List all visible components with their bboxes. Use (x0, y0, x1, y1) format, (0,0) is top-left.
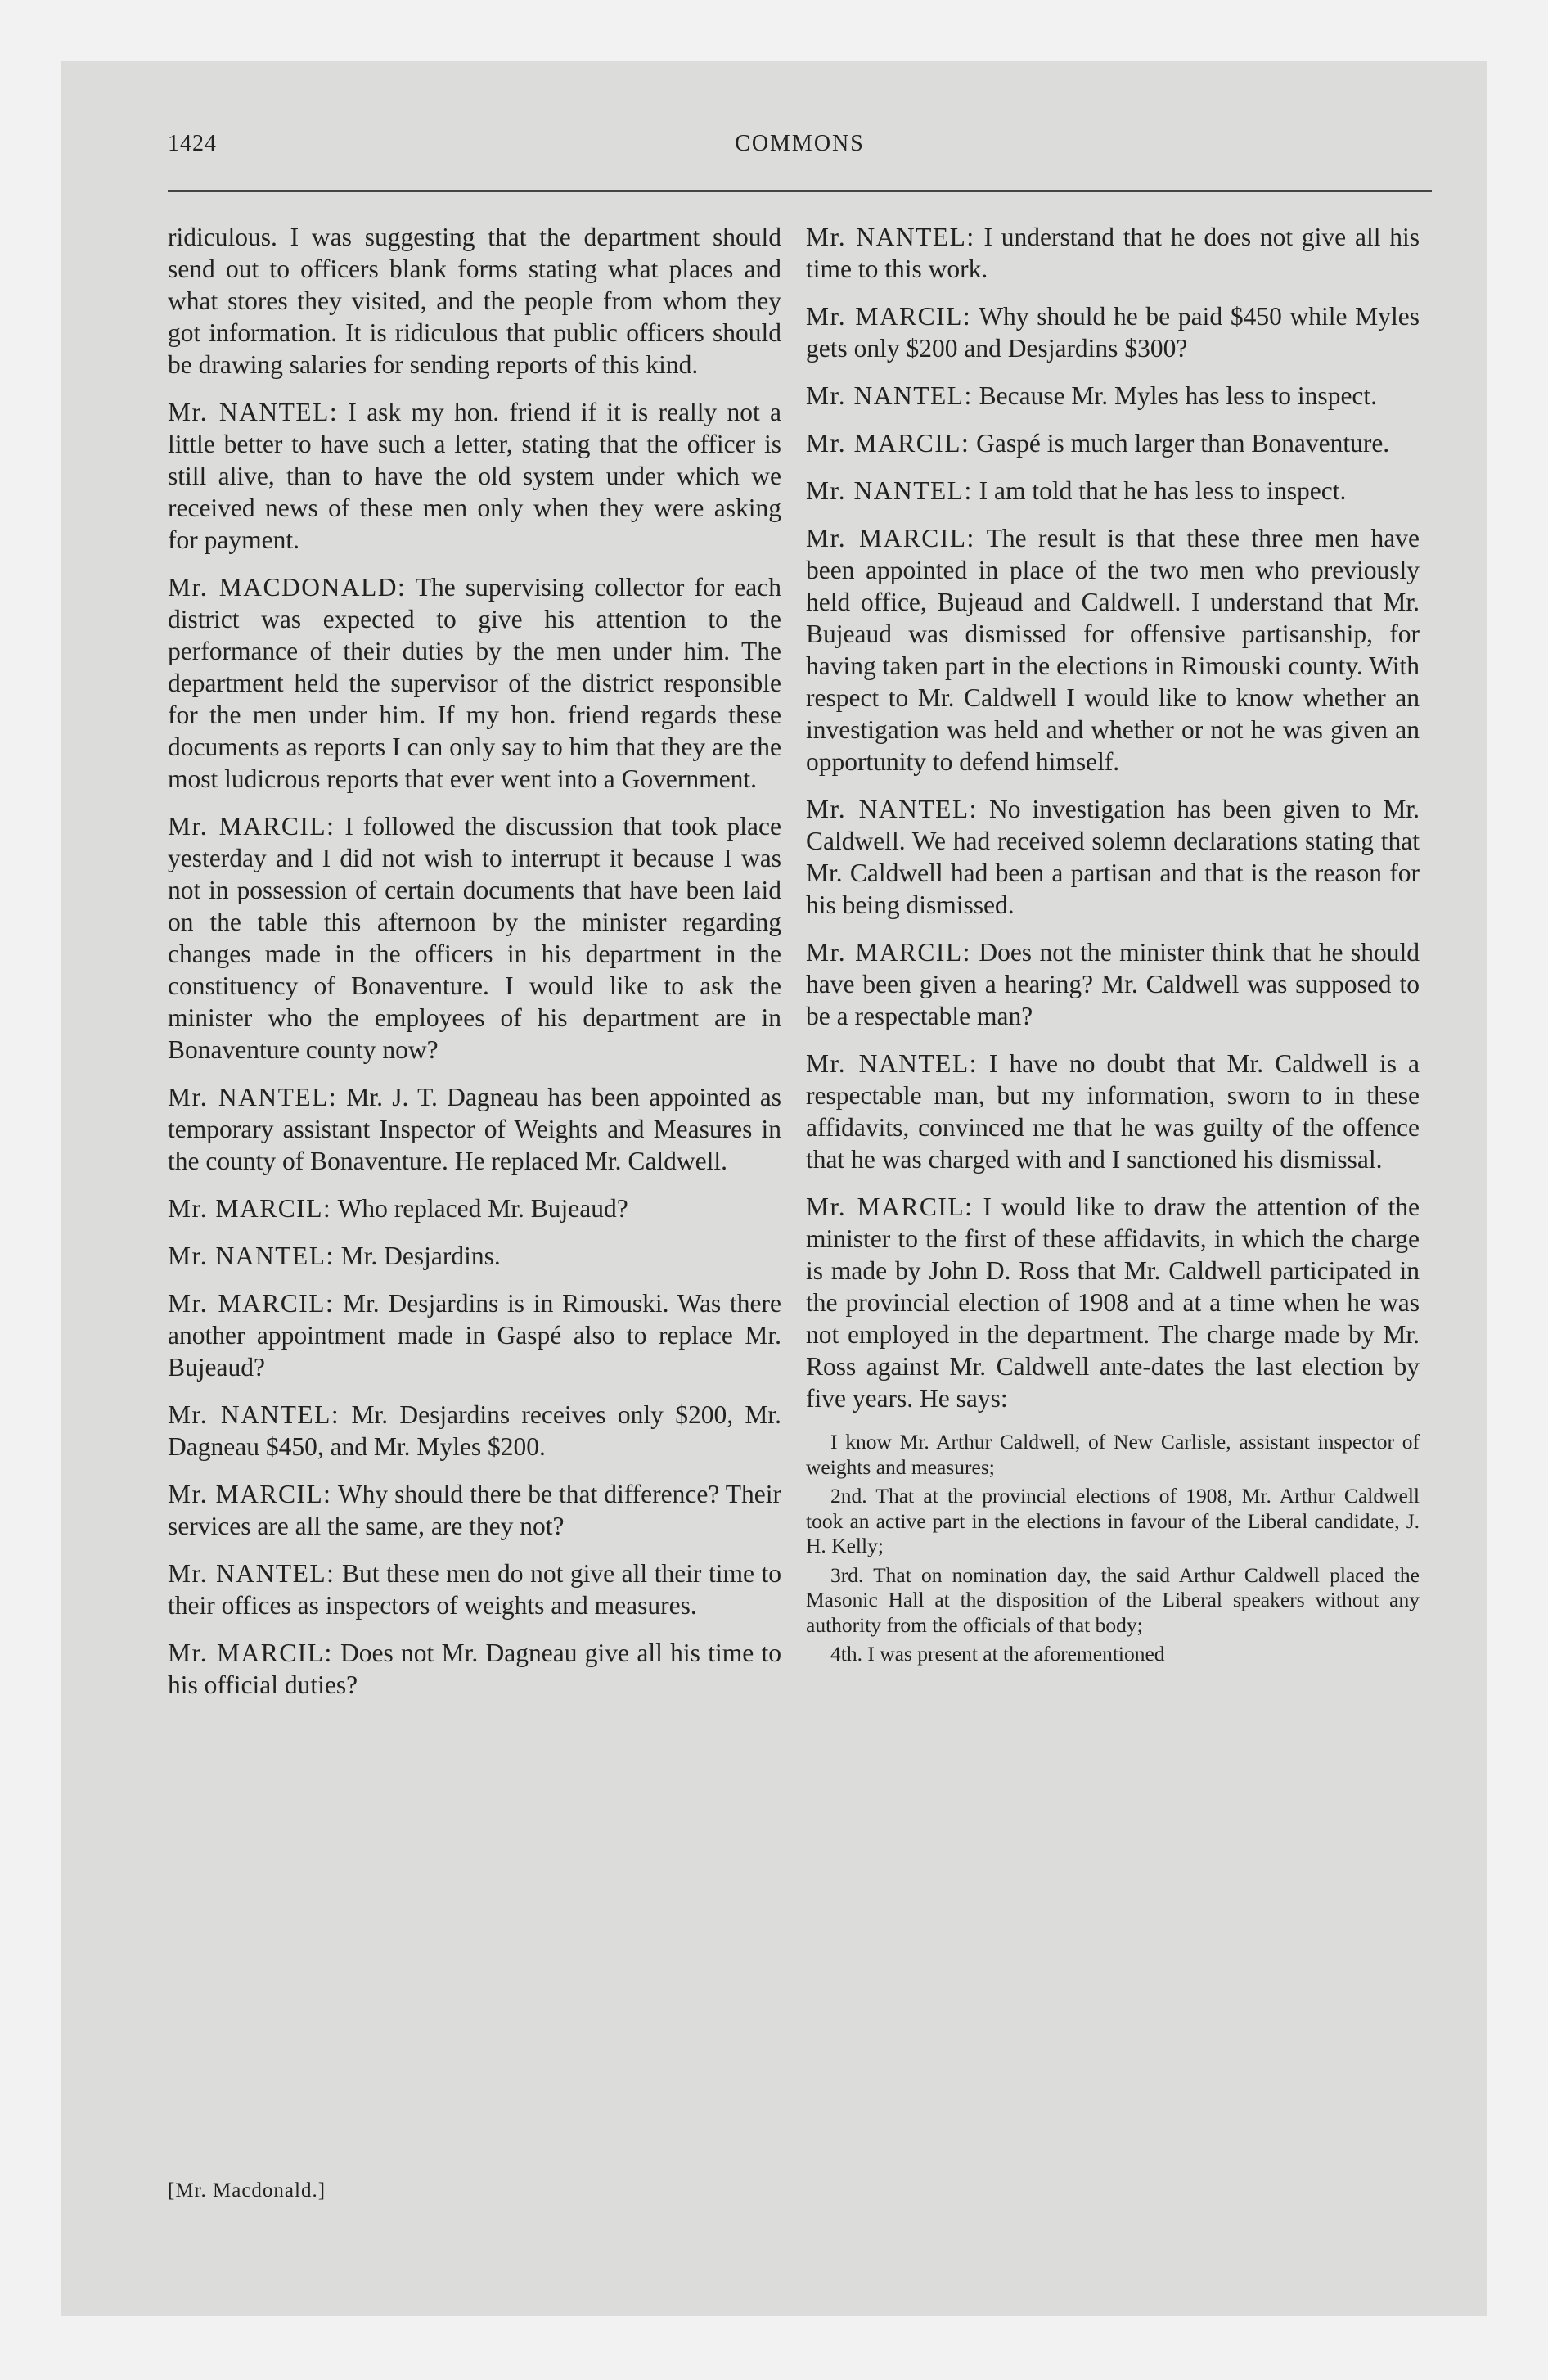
speaker-name: Mr. MARCIL: (806, 1192, 974, 1221)
speech-text: Does not Mr. Dagneau give all his time to his official duties? (168, 1639, 781, 1699)
speaker-name: Mr. MARCIL: (168, 812, 335, 841)
speaker-name: Mr. NANTEL: (806, 476, 973, 505)
speaker-name: Mr. MACDONALD: (168, 573, 407, 602)
speech-text: Why should there be that difference? Their services are all the same, are they not? (168, 1480, 781, 1540)
speaker-name: Mr. NANTEL: (168, 1242, 335, 1270)
page-header (168, 131, 1432, 164)
speaker-name: Mr. NANTEL: (806, 795, 978, 823)
speaker-name: Mr. MARCIL: (806, 524, 975, 552)
speaker-name: Mr. NANTEL: (806, 1049, 978, 1078)
header-rule (168, 190, 1432, 192)
speaker-footer-note: [Mr. Macdonald.] (168, 2179, 326, 2202)
speaker-name: Mr. MARCIL: (168, 1194, 332, 1223)
speech-text: Mr. Desjardins receives only $200, Mr. Dagneau $450, and Mr. Myles $200. (168, 1400, 782, 1461)
speech-text: Why should he be paid $450 while Myles gets only $200 and Desjardins $300? (806, 302, 1420, 363)
affidavit-quote: I know Mr. Arthur Caldwell, of New Carlisle, assistant inspector of weights and measures; (806, 1430, 1420, 1479)
paragraph (168, 1240, 781, 1272)
paragraph (168, 1192, 781, 1224)
affidavit-quote: 3rd. That on nomination day, the said Arthur Caldwell placed the Masonic Hall at the disposition of the Liberal speakers without any authority from the officials of that body; (806, 1562, 1420, 1637)
paragraph (168, 1478, 781, 1542)
speech-text: Gaspé is much larger than Bonaventure. (976, 429, 1390, 458)
affidavit-quote: 4th. I was present at the aforementioned (830, 1642, 1165, 1666)
speaker-name: Mr. MARCIL: (168, 1639, 333, 1667)
speech-text: The supervising collector for each district was expected to give his attention to the performance of their duties by the men under him. The department held the supervisor of the district responsible for the men under him. If my hon. friend regards these documents as reports I can only say to him that they are the most ludicrous reports that ever went into a Government. (168, 573, 782, 793)
speaker-name: Mr. MARCIL: (168, 1289, 335, 1318)
right-column (806, 221, 1420, 1671)
paragraph (168, 396, 781, 556)
paragraph (806, 936, 1420, 1032)
paragraph (168, 1287, 781, 1383)
paragraph (168, 1637, 781, 1701)
paragraph (806, 300, 1420, 364)
paragraph (806, 1048, 1420, 1175)
speech-text: Mr. Desjardins. (340, 1242, 501, 1270)
paragraph (806, 380, 1420, 412)
speaker-name: Mr. NANTEL: (168, 1400, 340, 1429)
speech-text: Mr. Desjardins is in Rimouski. Was there another appointment made in Gaspé also to replace Mr. Bujeaud? (168, 1289, 781, 1382)
paragraph (168, 810, 781, 1066)
page-number: 1424 (168, 131, 217, 156)
speech-text: I have no doubt that Mr. Caldwell is a respectable man, but my information, sworn to in these affidavits, convinced me that he was guilty of the offence that he was charged with and I sanctioned his dismissal. (806, 1049, 1420, 1174)
speech-text: Who replaced Mr. Bujeaud? (337, 1194, 628, 1223)
left-column (168, 221, 781, 1716)
paragraph (806, 427, 1420, 459)
speech-text: The result is that these three men have been appointed in place of the two men who previously held office, Bujeaud and Caldwell. I understand that Mr. Bujeaud was dismissed for offensive partisanship, for having taken part in the elections in Rimouski county. With respect to Mr. Caldwell I would like to know whether an investigation was held and whether or not he was given an opportunity to defend himself. (806, 524, 1420, 776)
speech-text: Mr. J. T. Dagneau has been appointed as temporary assistant Inspector of Weights and Measures in the county of Bonaventure. He replaced Mr. Caldwell. (168, 1083, 782, 1175)
paragraph (168, 571, 781, 795)
speech-text: I would like to draw the attention of the minister to the first of these affidavits, in which the charge is made by John D. Ross that Mr. Caldwell participated in the provincial election of 1908 and at a time when he was not employed in the department. The charge made by Mr. Ross against Mr. Caldwell ante-dates the last election by five years. He says: (806, 1192, 1420, 1413)
speaker-name: Mr. NANTEL: (168, 1559, 335, 1588)
speech-text: I am told that he has less to inspect. (979, 476, 1347, 505)
speaker-name: Mr. MARCIL: (806, 429, 970, 458)
paragraph (168, 1399, 781, 1463)
affidavit-quote: 2nd. That at the provincial elections of 1908, Mr. Arthur Caldwell took an active part in the elections in favour of the Liberal candidate, J. H. Kelly; (806, 1484, 1420, 1557)
speaker-name: Mr. MARCIL: (806, 302, 972, 331)
speaker-name: Mr. NANTEL: (168, 1083, 338, 1111)
speech-text: I understand that he does not give all his time to this work. (806, 223, 1420, 283)
running-title: COMMONS (735, 131, 865, 156)
paragraph (806, 793, 1420, 921)
speaker-name: Mr. MARCIL: (806, 938, 971, 967)
speech-text: But these men do not give all their time to their offices as inspectors of weights and measures. (168, 1559, 781, 1620)
speaker-name: Mr. NANTEL: (806, 381, 973, 410)
speech-text: I followed the discussion that took place yesterday and I did not wish to interrupt it because I was not in possession of certain documents that have been laid on the table this afternoon by the minister regarding changes made in the officers in his department in the constituency of Bonaventure. I would like to ask the minister who the employees of his department are in Bonaventure county now? (168, 812, 781, 1064)
paragraph (168, 1557, 781, 1621)
paragraph (806, 221, 1420, 285)
speaker-name: Mr. MARCIL: (168, 1480, 332, 1508)
speech-text: No investigation has been given to Mr. Caldwell. We had received solemn declarations stating that Mr. Caldwell had been a partisan and that is the reason for his being dismissed. (806, 795, 1420, 919)
speech-text: Does not the minister think that he should have been given a hearing? Mr. Caldwell was supposed to be a respectable man? (806, 938, 1420, 1030)
paragraph (806, 522, 1420, 778)
paragraph (168, 221, 781, 381)
speech-text: I ask my hon. friend if it is really not a little better to have such a letter, stating that the officer is still alive, than to have the old system under which we received news of these men only when they were asking for payment. (168, 398, 781, 554)
speech-text: ridiculous. I was suggesting that the department should send out to officers blank forms stating what places and what stores they visited, and the people from whom they got information. It is ridiculous that public officers should be drawing salaries for sending reports of this kind. (168, 223, 781, 379)
paragraph (806, 1191, 1420, 1414)
speaker-name: Mr. NANTEL: (168, 398, 339, 426)
speaker-name: Mr. NANTEL: (806, 223, 975, 251)
paragraph (168, 1081, 781, 1177)
paragraph (806, 475, 1420, 507)
speech-text: Because Mr. Myles has less to inspect. (979, 381, 1378, 410)
